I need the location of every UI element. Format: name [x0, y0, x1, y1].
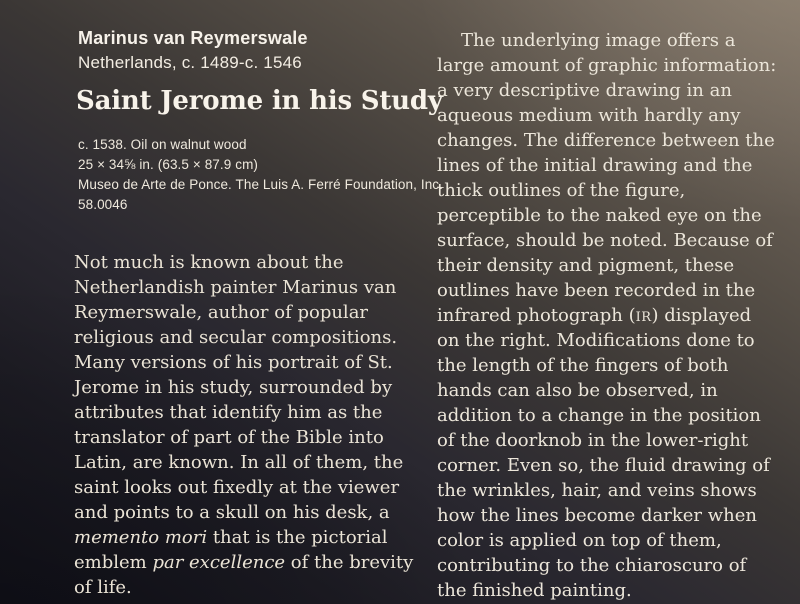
tombstone-date-medium: c. 1538. Oil on walnut wood [78, 137, 247, 152]
tombstone-accession-number: 58.0046 [78, 197, 128, 212]
artist-nationality-dates: Netherlands, c. 1489-c. 1546 [78, 53, 302, 72]
description-paragraph-right: The underlying image offers a large amount of graphic information: a very descriptive drawing in an aqueous medium with hardly any changes. The difference between the lines of the initial drawing and the thick outlines of the figure, perceptible to the naked eye on the surface, should be noted. Because of their density and pigment, these outlines have been recorded in the infrared photograph (ir) displayed on the right. Modifications done to the length of the fingers of both hands can also be observed, in addition to a change in the position of the doorknob in the lower-right corner. Even so, the fluid drawing of the wrinkles, hair, and veins shows how the lines become darker when color is applied on top of them, contributing to the chiaroscuro of the finished painting. [437, 30, 777, 601]
tombstone-credit-line: Museo de Arte de Ponce. The Luis A. Ferré Foundation, Inc. [78, 177, 444, 192]
tombstone-block [78, 135, 443, 215]
artist-name: Marinus van Reymerswale [78, 28, 308, 48]
description-paragraph-left: Not much is known about the Netherlandish painter Marinus van Reymerswale, author of popular religious and secular compositions. Many versions of his portrait of St. Jerome in his study, surrounded by attributes that identify him as the translator of part of the Bible into Latin, are known. In all of them, the saint looks out fixedly at the viewer and points to a skull on his desk, a memento mori that is the pictorial emblem par excellence of the brevity of life. [74, 252, 414, 598]
tombstone-dimensions: 25 × 34⅝ in. (63.5 × 87.9 cm) [78, 157, 259, 172]
artwork-title: Saint Jerome in his Study [76, 86, 443, 116]
